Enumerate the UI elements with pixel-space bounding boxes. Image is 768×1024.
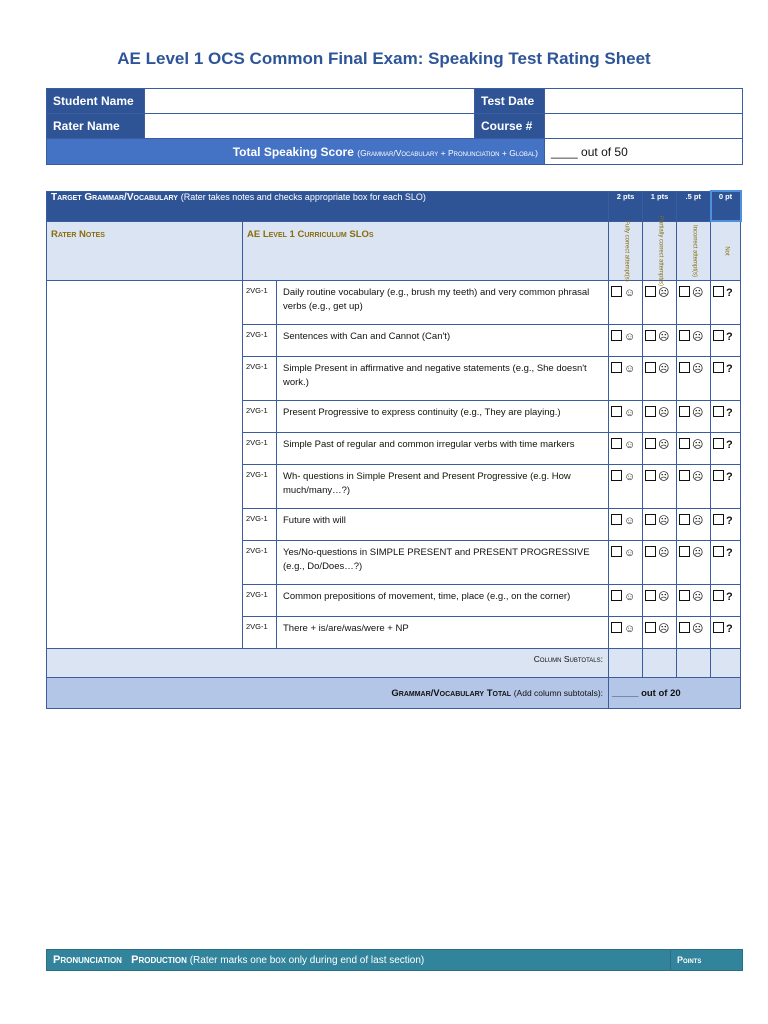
- checkbox-square-icon[interactable]: [645, 546, 656, 557]
- question-icon: ?: [726, 515, 733, 527]
- total-score-note: (Grammar/Vocabulary + Pronunciation + Global): [357, 147, 538, 158]
- checkbox-partially-correct[interactable]: [643, 433, 677, 465]
- rater-name-field[interactable]: [145, 114, 475, 139]
- checkbox-square-icon[interactable]: [679, 286, 690, 297]
- checkbox-square-icon[interactable]: [611, 622, 622, 633]
- smiley-icon: ☺: [624, 623, 636, 635]
- slo-text: Simple Past of regular and common irregular verbs with time markers: [277, 433, 609, 465]
- checkbox-fully-correct[interactable]: [609, 617, 643, 649]
- checkbox-square-icon[interactable]: [679, 330, 690, 341]
- checkbox-square-icon[interactable]: [713, 470, 724, 481]
- points-half-header: .5 pt: [677, 191, 711, 221]
- checkbox-square-icon[interactable]: [679, 438, 690, 449]
- checkbox-not[interactable]: [711, 541, 741, 585]
- checkbox-incorrect[interactable]: [677, 465, 711, 509]
- pronunciation-note: (Rater marks one box only during end of last section): [189, 955, 425, 966]
- checkbox-fully-correct[interactable]: [609, 357, 643, 401]
- frown-icon: ☹: [658, 547, 670, 559]
- slo-code: 2VG-1: [243, 401, 277, 433]
- question-icon: ?: [726, 591, 733, 603]
- grammar-total-field[interactable]: [609, 678, 741, 709]
- pronunciation-title-cell: [47, 950, 671, 971]
- smiley-icon: ☺: [624, 407, 636, 419]
- question-icon: ?: [726, 439, 733, 451]
- slo-code: 2VG-1: [243, 509, 277, 541]
- checkbox-not[interactable]: [711, 281, 741, 325]
- checkbox-incorrect[interactable]: [677, 617, 711, 649]
- checkbox-incorrect[interactable]: [677, 541, 711, 585]
- frown-icon: ☹: [658, 439, 670, 451]
- frown-icon: ☹: [692, 331, 704, 343]
- checkbox-square-icon[interactable]: [713, 406, 724, 417]
- slo-text: Wh- questions in Simple Present and Present Progressive (e.g. How much/many…?): [277, 465, 609, 509]
- points-label: Points: [671, 950, 743, 971]
- smiley-icon: ☺: [624, 591, 636, 603]
- checkbox-square-icon[interactable]: [611, 362, 622, 373]
- grammar-section-title: Target Grammar/Vocabulary: [51, 191, 178, 203]
- slo-text: There + is/are/was/were + NP: [277, 617, 609, 649]
- col-desc-not: Not: [723, 246, 730, 256]
- frown-icon: ☹: [692, 471, 704, 483]
- course-label: Course #: [475, 114, 545, 139]
- checkbox-square-icon[interactable]: [713, 362, 724, 373]
- checkbox-fully-correct[interactable]: [609, 281, 643, 325]
- checkbox-square-icon[interactable]: [679, 590, 690, 601]
- slo-code: 2VG-1: [243, 617, 277, 649]
- checkbox-square-icon[interactable]: [611, 546, 622, 557]
- checkbox-not[interactable]: [711, 465, 741, 509]
- total-score-blank: ____: [551, 144, 578, 159]
- checkbox-fully-correct[interactable]: [609, 541, 643, 585]
- smiley-icon: ☺: [624, 331, 636, 343]
- slo-code: 2VG-1: [243, 281, 277, 325]
- question-icon: ?: [726, 363, 733, 375]
- subtotal-1pts[interactable]: [643, 649, 677, 678]
- checkbox-square-icon[interactable]: [645, 286, 656, 297]
- frown-icon: ☹: [692, 407, 704, 419]
- frown-icon: ☹: [692, 547, 704, 559]
- checkbox-square-icon[interactable]: [645, 470, 656, 481]
- frown-icon: ☹: [658, 363, 670, 375]
- slo-text: Yes/No-questions in SIMPLE PRESENT and PRESENT PROGRESSIVE (e.g., Do/Does…?): [277, 541, 609, 585]
- smiley-icon: ☺: [624, 471, 636, 483]
- checkbox-square-icon[interactable]: [713, 546, 724, 557]
- rater-name-label: Rater Name: [47, 114, 145, 139]
- student-name-field[interactable]: [145, 89, 475, 114]
- slo-text: Sentences with Can and Cannot (Can't): [277, 325, 609, 357]
- slo-text: Present Progressive to express continuity (e.g., They are playing.): [277, 401, 609, 433]
- slo-code: 2VG-1: [243, 541, 277, 585]
- slo-code: 2VG-1: [243, 325, 277, 357]
- test-date-field[interactable]: [545, 89, 743, 114]
- checkbox-square-icon[interactable]: [679, 362, 690, 373]
- checkbox-square-icon[interactable]: [713, 286, 724, 297]
- slo-label: AE Level 1 Curriculum SLOs: [243, 221, 609, 281]
- slo-text: Future with will: [277, 509, 609, 541]
- checkbox-square-icon[interactable]: [645, 590, 656, 601]
- points-2-header: 2 pts: [609, 191, 643, 221]
- checkbox-not[interactable]: [711, 325, 741, 357]
- checkbox-incorrect[interactable]: [677, 509, 711, 541]
- checkbox-square-icon[interactable]: [679, 470, 690, 481]
- page-title: AE Level 1 OCS Common Final Exam: Speaking Test Rating Sheet: [117, 49, 651, 68]
- frown-icon: ☹: [658, 287, 670, 299]
- grammar-section-header: [47, 191, 609, 221]
- frown-icon: ☹: [658, 471, 670, 483]
- slo-text: Common prepositions of movement, time, place (e.g., on the corner): [277, 585, 609, 617]
- slo-code: 2VG-1: [243, 357, 277, 401]
- checkbox-square-icon[interactable]: [645, 514, 656, 525]
- checkbox-fully-correct[interactable]: [609, 509, 643, 541]
- frown-icon: ☹: [692, 591, 704, 603]
- subtotal-0pt[interactable]: [711, 649, 741, 678]
- question-icon: ?: [726, 287, 733, 299]
- question-icon: ?: [726, 547, 733, 559]
- points-1-header: 1 pts: [643, 191, 677, 221]
- checkbox-partially-correct[interactable]: [643, 617, 677, 649]
- checkbox-square-icon[interactable]: [713, 438, 724, 449]
- grammar-total-out-of: out of 20: [641, 687, 681, 699]
- pronunciation-section-header: [46, 949, 743, 971]
- rater-notes-label: Rater Notes: [47, 221, 243, 281]
- checkbox-square-icon[interactable]: [611, 470, 622, 481]
- checkbox-square-icon[interactable]: [611, 514, 622, 525]
- slo-code: 2VG-1: [243, 465, 277, 509]
- frown-icon: ☹: [658, 407, 670, 419]
- frown-icon: ☹: [658, 623, 670, 635]
- checkbox-partially-correct[interactable]: [643, 509, 677, 541]
- checkbox-square-icon[interactable]: [713, 622, 724, 633]
- grammar-total-note: (Add column subtotals):: [513, 687, 604, 698]
- checkbox-incorrect[interactable]: [677, 433, 711, 465]
- subtotal-half-pt[interactable]: [677, 649, 711, 678]
- checkbox-incorrect[interactable]: [677, 585, 711, 617]
- grammar-vocabulary-table: [46, 190, 742, 709]
- pronunciation-title: Pronunciation Production: [53, 954, 187, 966]
- checkbox-square-icon[interactable]: [679, 406, 690, 417]
- frown-icon: ☹: [692, 515, 704, 527]
- slo-code: 2VG-1: [243, 585, 277, 617]
- checkbox-not[interactable]: [711, 357, 741, 401]
- checkbox-square-icon[interactable]: [611, 438, 622, 449]
- frown-icon: ☹: [692, 623, 704, 635]
- checkbox-not[interactable]: [711, 401, 741, 433]
- slo-text: Daily routine vocabulary (e.g., brush my teeth) and very common phrasal verbs (e.g., get up): [277, 281, 609, 325]
- checkbox-square-icon[interactable]: [611, 286, 622, 297]
- checkbox-square-icon[interactable]: [645, 330, 656, 341]
- total-score-title: Total Speaking Score: [232, 144, 354, 159]
- total-score-out-of: out of 50: [581, 144, 628, 159]
- checkbox-partially-correct[interactable]: [643, 585, 677, 617]
- subtotal-2pts[interactable]: [609, 649, 643, 678]
- col-desc-partially-correct: Partially correct attempt(s): [657, 215, 664, 286]
- checkbox-square-icon[interactable]: [679, 622, 690, 633]
- frown-icon: ☹: [692, 439, 704, 451]
- checkbox-square-icon[interactable]: [713, 514, 724, 525]
- checkbox-not[interactable]: [711, 509, 741, 541]
- course-field[interactable]: [545, 114, 743, 139]
- test-date-label: Test Date: [475, 89, 545, 114]
- question-icon: ?: [726, 331, 733, 343]
- grammar-total-blank: _____: [612, 687, 639, 699]
- checkbox-incorrect[interactable]: [677, 325, 711, 357]
- checkbox-not[interactable]: [711, 585, 741, 617]
- checkbox-partially-correct[interactable]: [643, 281, 677, 325]
- frown-icon: ☹: [658, 331, 670, 343]
- checkbox-square-icon[interactable]: [611, 330, 622, 341]
- smiley-icon: ☺: [624, 363, 636, 375]
- checkbox-fully-correct[interactable]: [609, 465, 643, 509]
- total-score-label: [47, 139, 545, 165]
- checkbox-fully-correct[interactable]: [609, 325, 643, 357]
- frown-icon: ☹: [692, 287, 704, 299]
- total-score-field[interactable]: [545, 139, 743, 165]
- checkbox-not[interactable]: [711, 433, 741, 465]
- checkbox-fully-correct[interactable]: [609, 401, 643, 433]
- checkbox-partially-correct[interactable]: [643, 541, 677, 585]
- checkbox-square-icon[interactable]: [611, 590, 622, 601]
- checkbox-square-icon[interactable]: [713, 330, 724, 341]
- checkbox-square-icon[interactable]: [645, 622, 656, 633]
- checkbox-not[interactable]: [711, 617, 741, 649]
- student-info-table: [46, 88, 743, 165]
- checkbox-partially-correct[interactable]: [643, 401, 677, 433]
- slo-row: [47, 281, 741, 325]
- checkbox-square-icon[interactable]: [645, 438, 656, 449]
- checkbox-partially-correct[interactable]: [643, 465, 677, 509]
- checkbox-square-icon[interactable]: [679, 546, 690, 557]
- rater-notes-cell[interactable]: [47, 281, 243, 649]
- smiley-icon: ☺: [624, 439, 636, 451]
- checkbox-incorrect[interactable]: [677, 357, 711, 401]
- grammar-total-label: [47, 678, 609, 709]
- checkbox-square-icon[interactable]: [611, 406, 622, 417]
- checkbox-incorrect[interactable]: [677, 281, 711, 325]
- checkbox-fully-correct[interactable]: [609, 585, 643, 617]
- question-icon: ?: [726, 471, 733, 483]
- points-0-header: 0 pt: [711, 191, 741, 221]
- frown-icon: ☹: [692, 363, 704, 375]
- slo-text: Simple Present in affirmative and negative statements (e.g., She doesn't work.): [277, 357, 609, 401]
- checkbox-partially-correct[interactable]: [643, 357, 677, 401]
- checkbox-square-icon[interactable]: [679, 514, 690, 525]
- frown-icon: ☹: [658, 515, 670, 527]
- student-name-label: Student Name: [47, 89, 145, 114]
- checkbox-incorrect[interactable]: [677, 401, 711, 433]
- grammar-total-title: Grammar/Vocabulary Total: [391, 687, 512, 699]
- checkbox-fully-correct[interactable]: [609, 433, 643, 465]
- smiley-icon: ☺: [624, 515, 636, 527]
- checkbox-partially-correct[interactable]: [643, 325, 677, 357]
- checkbox-square-icon[interactable]: [645, 406, 656, 417]
- col-desc-incorrect: Incorrect attempt(s): [691, 224, 698, 277]
- smiley-icon: ☺: [624, 287, 636, 299]
- frown-icon: ☹: [658, 591, 670, 603]
- question-icon: ?: [726, 623, 733, 635]
- smiley-icon: ☺: [624, 547, 636, 559]
- col-desc-fully-correct: Fully correct attempt(s): [623, 219, 630, 282]
- checkbox-square-icon[interactable]: [645, 362, 656, 373]
- question-icon: ?: [726, 407, 733, 419]
- grammar-section-note: (Rater takes notes and checks appropriate box for each SLO): [180, 191, 426, 202]
- slo-code: 2VG-1: [243, 433, 277, 465]
- checkbox-square-icon[interactable]: [713, 590, 724, 601]
- column-subtotals-label: Column Subtotals:: [47, 649, 608, 677]
